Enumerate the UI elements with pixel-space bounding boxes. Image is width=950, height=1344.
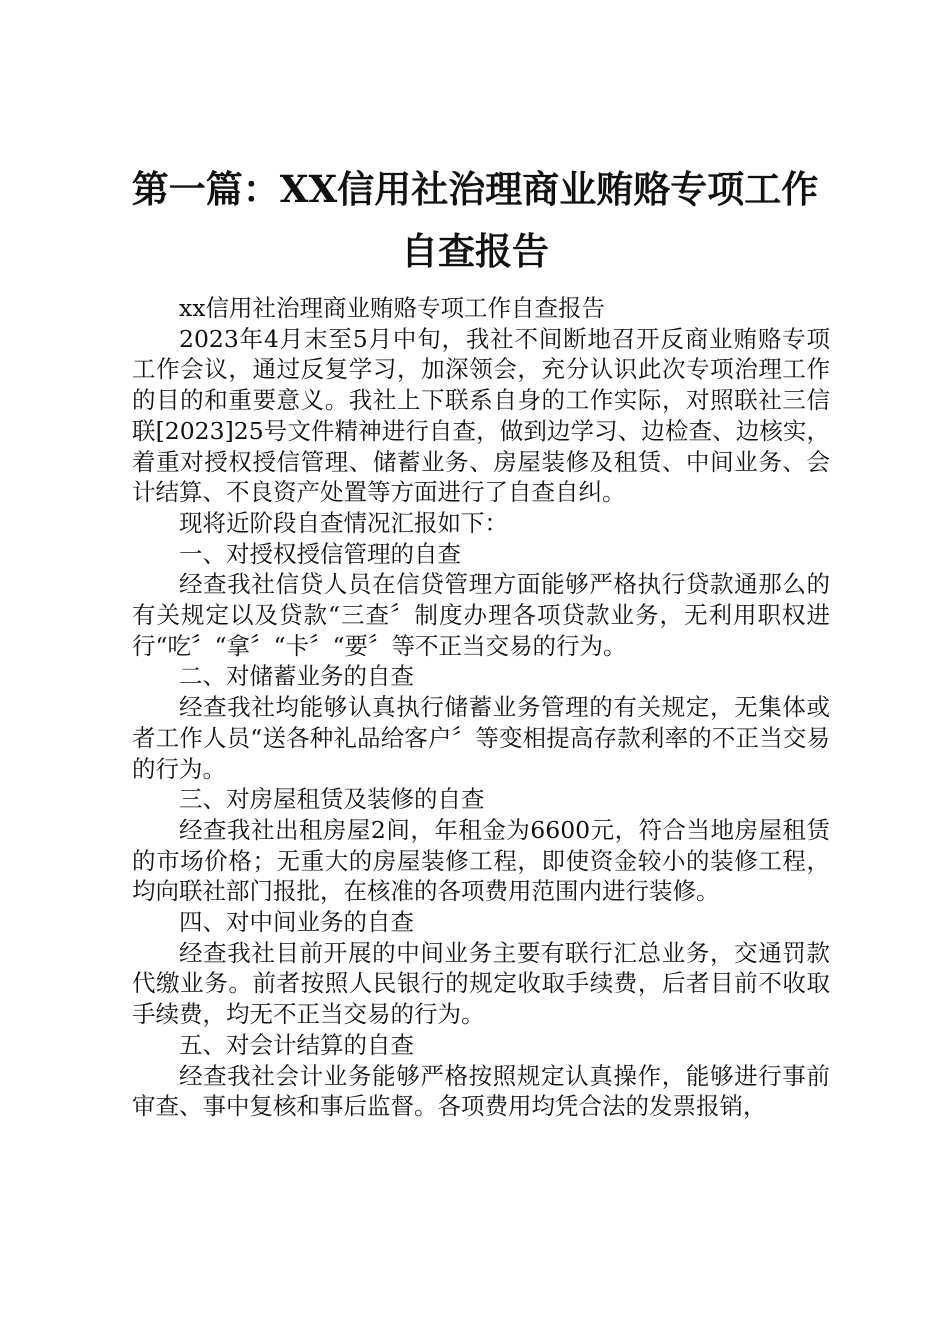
section-heading-5: 五、对会计结算的自查 <box>179 1030 414 1059</box>
paragraph-section-3: 经查我社出租房屋2间，年租金为6600元，符合当地房屋租赁的市场价格；无重大的房屋装修工程，即使资金较小的装修工程，均向联社部门报批，在核准的各项费用范围内进行装修。 <box>132 815 830 906</box>
paragraph-section-2: 经查我社均能够认真执行储蓄业务管理的有关规定，无集体或者工作人员“送各种礼品给客户〞等变相提高存款利率的不正当交易的行为。 <box>132 693 830 783</box>
paragraph-intro: 2023年4月末至5月中旬，我社不间断地召开反商业贿赂专项工作会议，通过反复学习，加深领会，充分认识此次专项治理工作的目的和重要意义。我社上下联系自身的工作实际，对照联社三信联[2023]25号文件精神进行自查，做到边学习、边检查、边核实，着重对授权授信管理、储蓄业务、房屋装修及租赁、中间业务、会计结算、不良资产处置等方面进行了自查自纠。 <box>132 324 830 507</box>
section-heading-4: 四、对中间业务的自查 <box>179 908 414 937</box>
section-heading-3: 三、对房屋租赁及装修的自查 <box>179 785 485 814</box>
section-heading-2: 二、对储蓄业务的自查 <box>179 662 414 691</box>
paragraph-section-5: 经查我社会计业务能够严格按照规定认真操作，能够进行事前审查、事中复核和事后监督。各项费用均凭合法的发票报销， <box>132 1061 830 1121</box>
paragraph-report-lead: 现将近阶段自查情况汇报如下： <box>179 508 508 537</box>
document-body <box>132 293 830 1122</box>
document-title: 第一篇：XX信用社治理商业贿赂专项工作自查报告 <box>131 167 819 273</box>
paragraph-section-4: 经查我社目前开展的中间业务主要有联行汇总业务，交通罚款代缴业务。前者按照人民银行的规定收取手续费，后者目前不收取手续费，均无不正当交易的行为。 <box>132 938 830 1029</box>
paragraph-section-1: 经查我社信贷人员在信贷管理方面能够严格执行贷款通那么的有关规定以及贷款“三查〞制度办理各项贷款业务，无利用职权进行“吃〞“拿〞“卡〞“要〞等不正当交易的行为。 <box>132 570 830 660</box>
paragraph-subtitle: xx信用社治理商业贿赂专项工作自查报告 <box>179 294 606 322</box>
section-heading-1: 一、对授权授信管理的自查 <box>179 539 461 568</box>
